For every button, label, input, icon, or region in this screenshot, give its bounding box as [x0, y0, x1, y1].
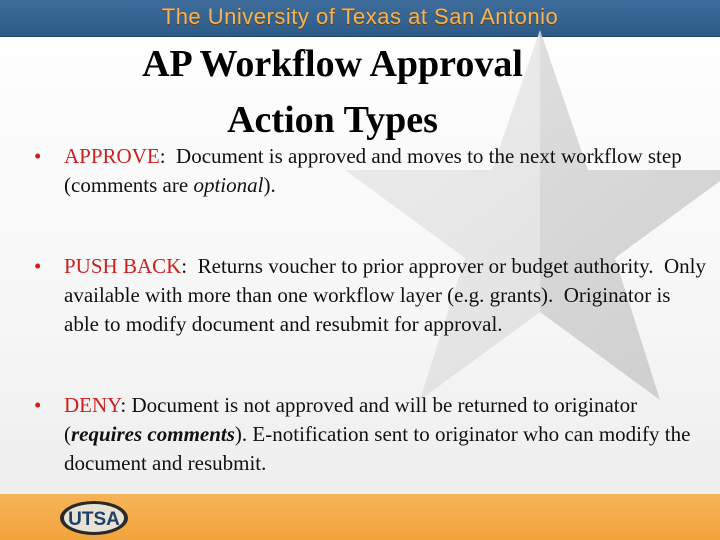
bullet-keyword: DENY	[64, 393, 121, 417]
bullet-dot-icon: •	[34, 254, 42, 278]
bullet-text-end: ). E-notification sent to originator who can modify the document and resubmit.	[64, 422, 691, 475]
university-title: The University of Texas at San Antonio	[161, 4, 559, 29]
slide-title-line1: AP Workflow Approval	[142, 43, 523, 85]
bullet-emphasis: requires comments	[71, 422, 235, 446]
bullet-keyword: PUSH BACK	[64, 254, 182, 278]
bullet-colon: :	[120, 393, 127, 417]
bullet-text: Document is not approved and will be returned to originator (	[64, 393, 638, 446]
bullet-text: Document is approved and moves to the next workflow step (comments are	[64, 144, 687, 197]
bullet-text: Returns voucher to prior approver or budget authority. Only available with more than one workflow layer (e.g. grants). Originator is able to modify document and resubmit for approval.	[64, 254, 712, 336]
utsa-logo	[58, 498, 130, 538]
bullet-push-back	[30, 252, 710, 339]
bullet-text-end: ).	[263, 173, 276, 197]
bullet-emphasis: optional	[193, 173, 264, 197]
slide-title	[80, 36, 585, 148]
bullet-dot-icon: •	[34, 144, 42, 168]
svg-text:UTSA: UTSA	[68, 509, 120, 530]
bullet-dot-icon: •	[34, 393, 42, 417]
bullet-deny	[30, 391, 710, 478]
bullet-keyword: APPROVE	[64, 144, 160, 168]
bullet-colon: :	[181, 254, 188, 278]
bullet-approve	[30, 142, 710, 200]
slide-title-line2: Action Types	[227, 99, 438, 141]
bullet-colon: :	[159, 144, 166, 168]
bullet-list	[30, 142, 710, 478]
